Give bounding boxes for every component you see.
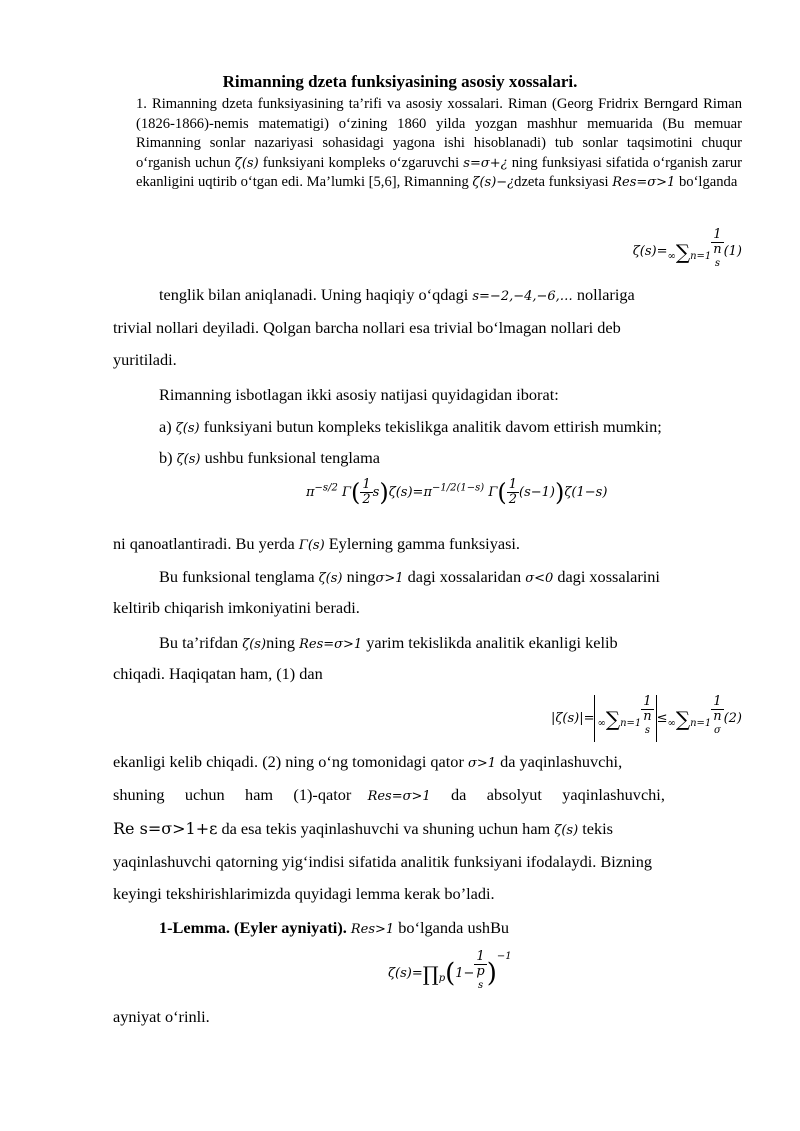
lemma-title: 1-Lemma. (Eyler ayniyati).: [159, 918, 347, 937]
eq-tag: (1): [723, 244, 742, 260]
math-res: Res=σ>1: [299, 637, 363, 652]
math-zeta: ζ(s): [242, 637, 267, 652]
paragraph-gamma: [113, 534, 742, 554]
text: tenglik bilan aniqlanadi. Uning haqiqiy o‘qdagi: [159, 285, 473, 304]
eq-lhs: |ζ(s)|=: [550, 711, 595, 727]
paragraph-line: trivial nollari deyiladi. Qolgan barcha nollari esa trivial bo‘lmagan nollari deb: [113, 318, 621, 337]
paragraph-trivial-zeros: [113, 285, 742, 305]
exponent: −1/2(1−s): [432, 482, 485, 494]
intro-text: bo‘lganda: [675, 174, 738, 190]
math-zeta: ζ(s): [234, 155, 259, 171]
sum-symbol: ∞∑n=1: [667, 239, 712, 264]
text: Bu funksional tenglama: [159, 567, 319, 586]
text: bo‘lganda ushBu: [394, 918, 510, 937]
le-sign: ≤: [656, 711, 668, 727]
frac-num: 1: [643, 694, 652, 709]
math-zeta: ζ(s): [175, 421, 200, 436]
pi: π: [306, 485, 315, 500]
text: Bu ta’rifdan: [159, 633, 243, 652]
one-minus: 1−: [455, 966, 475, 982]
paragraph-line: yaqinlashuvchi qatorning yig‘indisi sifatida analitik funksiyani ifodalaydi. Bizning: [113, 852, 652, 871]
var-s: s: [372, 485, 380, 500]
eq-lhs: ζ(s)=: [632, 244, 668, 260]
frac-num: 1: [362, 477, 371, 492]
sum-lower: n=1: [690, 717, 712, 729]
eq-lhs: ζ(s)=: [388, 966, 423, 982]
text: da esa tekis yaqinlashuvchi va shuning uchun ham: [217, 819, 555, 838]
paragraph-line: keltirib chiqarish imkoniyatini beradi.: [113, 598, 360, 617]
den-exp: s: [644, 725, 650, 736]
text: ning: [342, 567, 376, 586]
paragraph-convergence: [113, 752, 742, 772]
frac-den: [711, 710, 723, 742]
eq-mid: ζ(s)=π: [388, 485, 432, 500]
math-res-eps: Re s=σ>1+ε: [113, 819, 218, 838]
text: dagi xossalaridan: [403, 567, 526, 586]
euler-product-equation: ζ(s)=∏p(1− 1 p $^s$ )$^{-1}$: [388, 950, 512, 997]
fraction: [711, 228, 723, 275]
text: ushbu funksional tenglama: [200, 448, 381, 467]
math-res: Res=σ>1: [612, 175, 676, 190]
math-sigma: σ>1: [375, 571, 404, 586]
frac-den: 2: [362, 492, 371, 507]
intro-text: funksiyani kompleks o‘zgaruvchi: [258, 154, 464, 171]
exp-num: −s: [314, 482, 329, 494]
paragraph-line: chiqadi. Haqiqatan ham, (1) dan: [113, 664, 323, 683]
fraction: [507, 478, 519, 507]
frac-den: [711, 243, 723, 275]
text: ekanligi kelib chiqadi. (2) ning o‘ng tomonidagi qator: [113, 752, 468, 771]
text: ni qanoatlantiradi. Bu yerda: [113, 534, 299, 553]
frac-num: 1: [713, 227, 722, 242]
math-sigma: σ<0: [525, 571, 554, 586]
frac-num: 1: [713, 694, 722, 709]
paragraph-functional: [113, 567, 742, 587]
frac-num: 1: [508, 477, 518, 492]
frac-num: 1: [476, 949, 485, 964]
sum-lower: n=1: [690, 250, 712, 262]
prod-sym: ∏: [422, 961, 439, 986]
sum-symbol: ∞∑n=1: [597, 706, 642, 731]
product-symbol: [422, 961, 446, 986]
equation-2: [551, 695, 742, 742]
den-exp: s: [477, 980, 484, 991]
abs-bars: [594, 695, 656, 742]
frac-den: [641, 710, 653, 742]
gamma: Γ: [488, 485, 498, 500]
sum-upper: ∞: [667, 250, 676, 262]
text: dagi xossalarini: [553, 567, 660, 586]
outer-exp: −1: [496, 951, 512, 963]
fraction: [711, 695, 723, 742]
den-base: n: [713, 242, 722, 257]
math-s: s=σ+¿: [463, 155, 508, 171]
result-b: [113, 448, 742, 468]
math-gamma: Γ(s): [298, 538, 325, 553]
exp-num: −1: [432, 482, 447, 494]
math-sigma: σ>1: [467, 756, 496, 771]
text: funksiyani butun kompleks tekislikga analitik davom ettirish mumkin;: [199, 417, 662, 436]
sum-upper: ∞: [667, 717, 676, 729]
math-res: Res=σ>1: [367, 789, 431, 804]
paragraph-line: keyingi tekshirishlarimizda quyidagi lemma kerak bo’ladi.: [113, 884, 495, 903]
inner: (s−1): [519, 485, 555, 500]
fraction: [641, 695, 653, 742]
paragraph-line: [113, 819, 742, 839]
sum-upper: ∞: [597, 717, 606, 729]
document-title: Rimanning dzeta funksiyasining asosiy xossalari.: [222, 72, 578, 91]
den-exp: σ: [714, 725, 721, 736]
lemma-statement: [113, 918, 742, 938]
eq-end: ζ(1−s): [564, 485, 608, 500]
paragraph-results: Rimanning isbotlagan ikki asosiy natijasi quyidagidan iborat:: [159, 385, 559, 404]
text: da absolyut yaqinlashuvchi,: [430, 785, 665, 804]
intro-text: 1. Rimanning dzeta funksiyasining ta’rifi va asosiy xossalari. Riman (Georg Fridrix Berngard Riman (1826-1866)-nemis matematigi) o‘zining 1860 yilda yozgan mashhur memuarida (Bu memuar Rimanning sonlar nazariyasi sohasidagi yagona ishi hisoblanadi) tub sonlar taqsimotini chuqur o‘rganish uchun: [136, 96, 742, 171]
den-base: n: [643, 709, 652, 724]
prod-lower: p: [438, 972, 446, 984]
math-zeta: ζ(s): [554, 823, 579, 838]
text: tekis: [578, 819, 613, 838]
exp-den: 2: [331, 482, 338, 494]
eq-tag: (2): [723, 711, 742, 727]
den-exp: s: [714, 258, 720, 269]
paragraph-line: yuritiladi.: [113, 350, 177, 369]
final-line: ayniyat o‘rinli.: [113, 1007, 210, 1026]
intro-text: dzeta funksiyasi: [514, 174, 613, 190]
math-zeros: s=−2,−4,−6,…: [472, 289, 573, 304]
text: Eylerning gamma funksiyasi.: [324, 534, 521, 553]
den-base: n: [713, 709, 722, 724]
sum-symbol: ∞∑n=1: [667, 706, 712, 731]
result-a: [113, 417, 742, 437]
text: nollariga: [572, 285, 635, 304]
math-zeta: ζ(s): [318, 571, 343, 586]
exp-den: 2: [450, 482, 457, 494]
gamma: Γ: [341, 485, 351, 500]
equation-1: [633, 228, 742, 275]
text: b): [159, 448, 177, 467]
text: a): [159, 417, 176, 436]
text: ning: [266, 633, 300, 652]
intro-paragraph: [136, 95, 742, 193]
text: da yaqinlashuvchi,: [496, 752, 623, 771]
exp-paren: (1−s): [456, 482, 485, 494]
frac-den: [474, 965, 486, 997]
frac-den: 2: [508, 492, 518, 507]
sum-lower: n=1: [620, 717, 642, 729]
math-zeta: ζ(s)−¿: [472, 175, 515, 190]
paragraph-definition: [113, 633, 742, 653]
den-base: p: [476, 964, 485, 979]
intro-text: ning funksiyasi sifatida o‘rganish zarur ekanligini uqtirib o‘tgan edi. Ma’lumki [5,6], Rimanning: [136, 154, 742, 190]
fraction: [360, 478, 372, 507]
paragraph-line: [113, 785, 742, 805]
text: shuning uchun ham (1)-qator: [113, 785, 368, 804]
fraction: [474, 950, 486, 997]
exponent: −s/2: [314, 482, 338, 494]
math-zeta: ζ(s): [176, 452, 201, 467]
math-res: Res>1: [350, 922, 395, 937]
functional-equation: $\pi^{-s/2}$ Γ( $\frac{1}{2}$ $s)\zeta(s)=\pi^{-1/2(1-s)}$ Γ( $\frac{1}{2}$ (s−1))ζ(1−s): [306, 477, 608, 507]
text: yarim tekislikda analitik ekanligi kelib: [362, 633, 618, 652]
